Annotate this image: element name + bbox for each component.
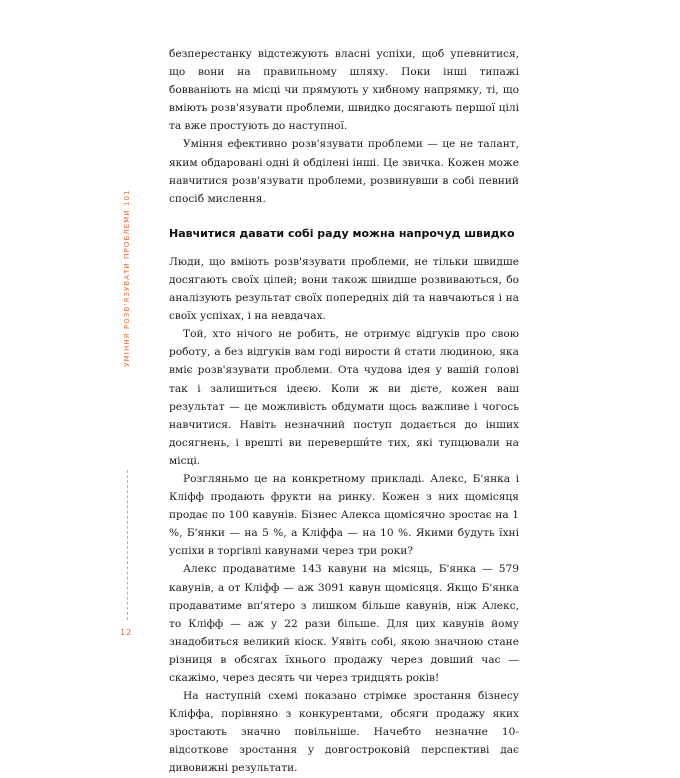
paragraph: Люди, що вміють розв'язувати проблеми, не тільки швидше досягають своїх цілей; вони також швидше розвиваються, бо аналізують результат своїх попередніх дій та навчаються і на своїх успіхах, і на невдачах. xyxy=(169,255,519,323)
paragraph: Уміння ефективно розв'язувати проблеми — це не талант, яким обдаровані одні й обділені інші. Це звичка. Кожен може навчитися розв'язувати проблеми, розвинувши в собі певний спосіб мислення. xyxy=(169,138,519,205)
text-column xyxy=(169,45,519,778)
paragraph: Алекс продаватиме 143 кавуни на місяць, Б'янка — 579 кавунів, а от Кліфф — аж 3091 кавун щомісяця. Якщо Б'янка продаватиме вп'ятеро з лишком більше кавунів, ніж Алекс, то Кліфф — аж у 22 рази більше. Для цих кавунів йому знадобиться великий кіоск. Уявіть собі, якою значною стане різниця в обсягах їхнього продажу через довший час — скажімо, через десять чи через тридцять років! xyxy=(169,563,519,684)
paragraph: Той, хто нічого не робить, не отримує відгуків про свою роботу, а без відгуків вам годі вирости й стати людиною, яка вміє розв'язувати проблеми. Ота чудова ідея у вашій голові так і залишиться ідеєю. Коли ж ви дієте, кожен ваш результат — це можливість обдумати щось важливе і чогось навчитися. Навіть незначний поступ додається до інших досягнень, і врешті ви переверши́те тих, які тупцювали на місці. xyxy=(169,328,519,467)
paragraph: На наступній схемі показано стрімке зростання бізнесу Кліффа, порівняно з конкурентами, обсяги продажу яких зростають значно повільніше. Начебто незначне 10-відсоткове зростання у довгостроковій перспективі дає дивовижні результати. xyxy=(169,690,519,775)
running-head: УМІННЯ РОЗВ'ЯЗУВАТИ ПРОБЛЕМИ 101 xyxy=(123,189,131,367)
paragraph-continued: безперестанку відстежують власні успіхи, щоб упевнитися, що вони на правильному шляху. Поки інші типажі бовваніють на місці чи прямують у хибному напрямку, ті, що вміють розв'язувати проблеми, швидко досягають першої цілі та вже простують до наступної. xyxy=(169,48,519,133)
paragraph: Розгляньмо це на конкретному прикладі. Алекс, Б'янка і Кліфф продають фрукти на ринку. Кожен з них щомісяця продає по 100 кавунів. Бізнес Алекса щомісячно зростає на 1 %, Б'янки — на 5 %, а Кліффа — на 10 %. Якими будуть їхні успіхи в торгівлі кавунами через три роки? xyxy=(169,472,519,558)
section-heading: Навчитися давати собі раду можна напрочуд швидко xyxy=(169,226,515,240)
page-number: 12 xyxy=(120,628,133,637)
running-head-divider xyxy=(127,470,128,620)
